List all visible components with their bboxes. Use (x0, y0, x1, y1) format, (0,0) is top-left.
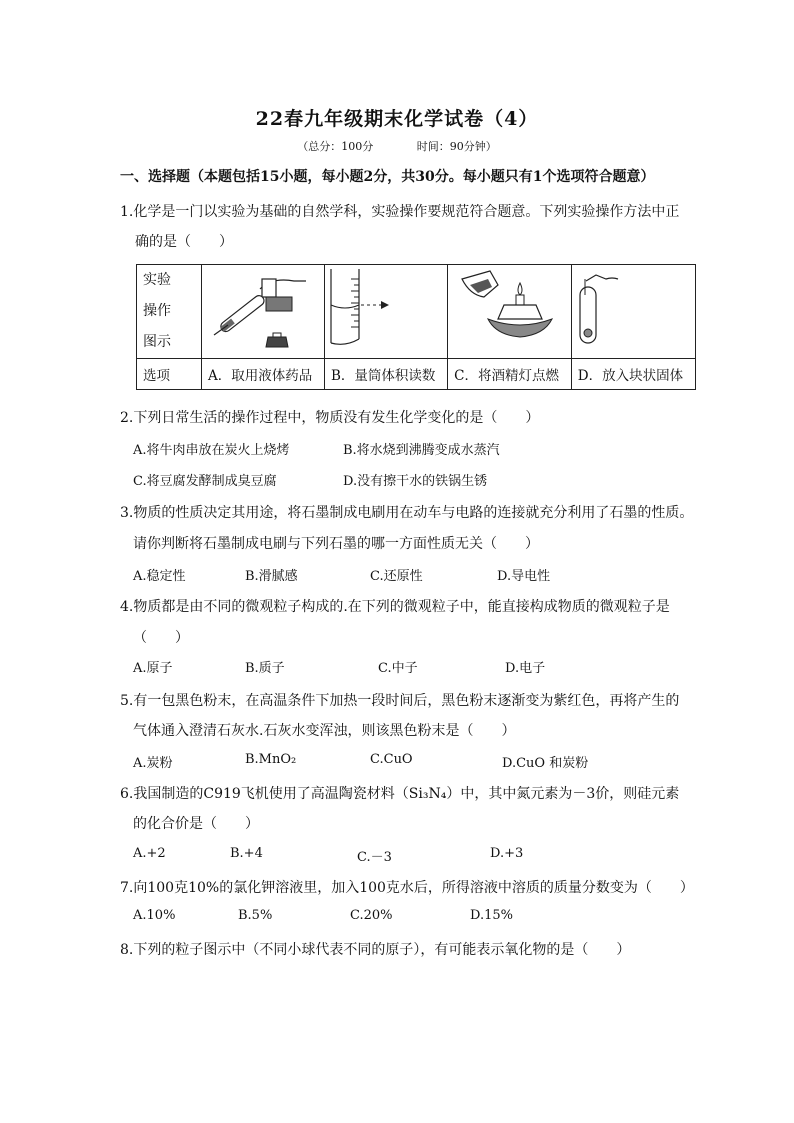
row-header-options: 选项 (137, 359, 202, 390)
q8-stem: 8.下列的粒子图示中（不同小球代表不同的原子），有可能表示氧化物的是（ ） (120, 942, 631, 958)
q6-option-c[interactable]: C.－3 (357, 850, 392, 865)
graduated-cylinder-illustration (325, 265, 450, 357)
q1-option-d[interactable]: D．放入块状固体 (571, 359, 695, 390)
q2-option-a[interactable]: A.将牛肉串放在炭火上烧烤 (133, 443, 290, 458)
q3-option-d[interactable]: D.导电性 (497, 569, 551, 584)
q3-option-c[interactable]: C.还原性 (370, 569, 423, 584)
q1-option-b[interactable]: B．量筒体积读数 (324, 359, 447, 390)
q3-option-a[interactable]: A.稳定性 (133, 569, 186, 584)
q1-experiment-table (136, 264, 696, 390)
q5-option-c[interactable]: C.CuO (370, 752, 413, 767)
q1-stem-line1: 1.化学是一门以实验为基础的自然学科，实验操作要规范符合题意。下列实验操作方法中正 (120, 204, 680, 220)
total-score: （总分：100分 (297, 140, 374, 153)
q1-option-c[interactable]: C．将酒精灯点燃 (448, 359, 572, 390)
q3-option-b[interactable]: B.滑腻感 (245, 569, 298, 584)
q6-option-a[interactable]: A.+2 (133, 846, 166, 861)
q7-option-d[interactable]: D.15% (470, 908, 513, 923)
q2-option-b[interactable]: B.将水烧到沸腾变成水蒸汽 (343, 443, 500, 458)
exam-title: 22春九年级期末化学试卷（4） (255, 108, 539, 130)
q4-option-c[interactable]: C.中子 (378, 661, 418, 676)
q6-option-b[interactable]: B.+4 (230, 846, 263, 861)
alcohol-lamp-illustration (448, 265, 573, 357)
q7-option-a[interactable]: A.10% (133, 908, 176, 923)
q7-stem: 7.向100克10%的氯化钾溶液里，加入100克水后，所得溶液中溶质的质量分数变为（ ） (120, 880, 694, 896)
q7-option-b[interactable]: B.5% (238, 908, 273, 923)
q4-stem-line2: （ ） (133, 630, 189, 646)
q5-option-a[interactable]: A.炭粉 (133, 756, 173, 771)
q3-stem-line2: 请你判断将石墨制成电刷与下列石墨的哪一方面性质无关（ ） (133, 536, 539, 552)
q2-option-c[interactable]: C.将豆腐发酵制成臭豆腐 (133, 474, 277, 489)
q2-option-d[interactable]: D.没有擦干水的铁锅生锈 (343, 474, 488, 489)
q6-option-d[interactable]: D.+3 (490, 846, 524, 861)
exam-info (0, 138, 794, 154)
q5-option-d[interactable]: D.CuO 和炭粉 (502, 756, 589, 771)
section-heading: 一、选择题（本题包括15小题，每小题2分，共30分。每小题只有1个选项符合题意） (120, 169, 655, 185)
liquid-pouring-illustration (202, 265, 327, 357)
pic-light-lamp (448, 265, 572, 359)
q2-stem: 2.下列日常生活的操作过程中，物质没有发生化学变化的是（ ） (120, 410, 540, 426)
q1-stem-line2: 确的是（ ） (135, 234, 233, 250)
q4-option-b[interactable]: B.质子 (245, 661, 285, 676)
q5-stem-line1: 5.有一包黑色粉末，在高温条件下加热一段时间后，黑色粉末逐渐变为紫红色，再将产生的 (120, 693, 680, 709)
q4-option-a[interactable]: A.原子 (133, 661, 173, 676)
q4-stem-line1: 4.物质都是由不同的微观粒子构成的.在下列的微观粒子中，能直接构成物质的微观粒子是 (120, 599, 670, 615)
q5-stem-line2: 气体通入澄清石灰水.石灰水变浑浊，则该黑色粉末是（ ） (133, 723, 516, 739)
pic-add-solid (571, 265, 695, 359)
q3-stem-line1: 3.物质的性质决定其用途，将石墨制成电刷用在动车与电路的连接就充分利用了石墨的性质。 (120, 505, 694, 521)
q7-option-c[interactable]: C.20% (350, 908, 393, 923)
q6-stem-line2: 的化合价是（ ） (133, 816, 259, 832)
exam-time: 时间：90分钟） (416, 140, 497, 153)
q1-option-a[interactable]: A．取用液体药品 (202, 359, 325, 390)
q6-stem-line1: 6.我国制造的C919飞机使用了高温陶瓷材料（Si₃N₄）中，其中氮元素为－3价，则硅元素 (120, 786, 680, 802)
pic-pour-liquid (202, 265, 325, 359)
row-header-diagram: 实验 操作 图示 (137, 265, 202, 359)
pic-cylinder-reading (324, 265, 447, 359)
test-tube-solid-illustration (572, 265, 697, 357)
q5-option-b[interactable]: B.MnO₂ (245, 752, 297, 767)
q4-option-d[interactable]: D.电子 (505, 661, 546, 676)
